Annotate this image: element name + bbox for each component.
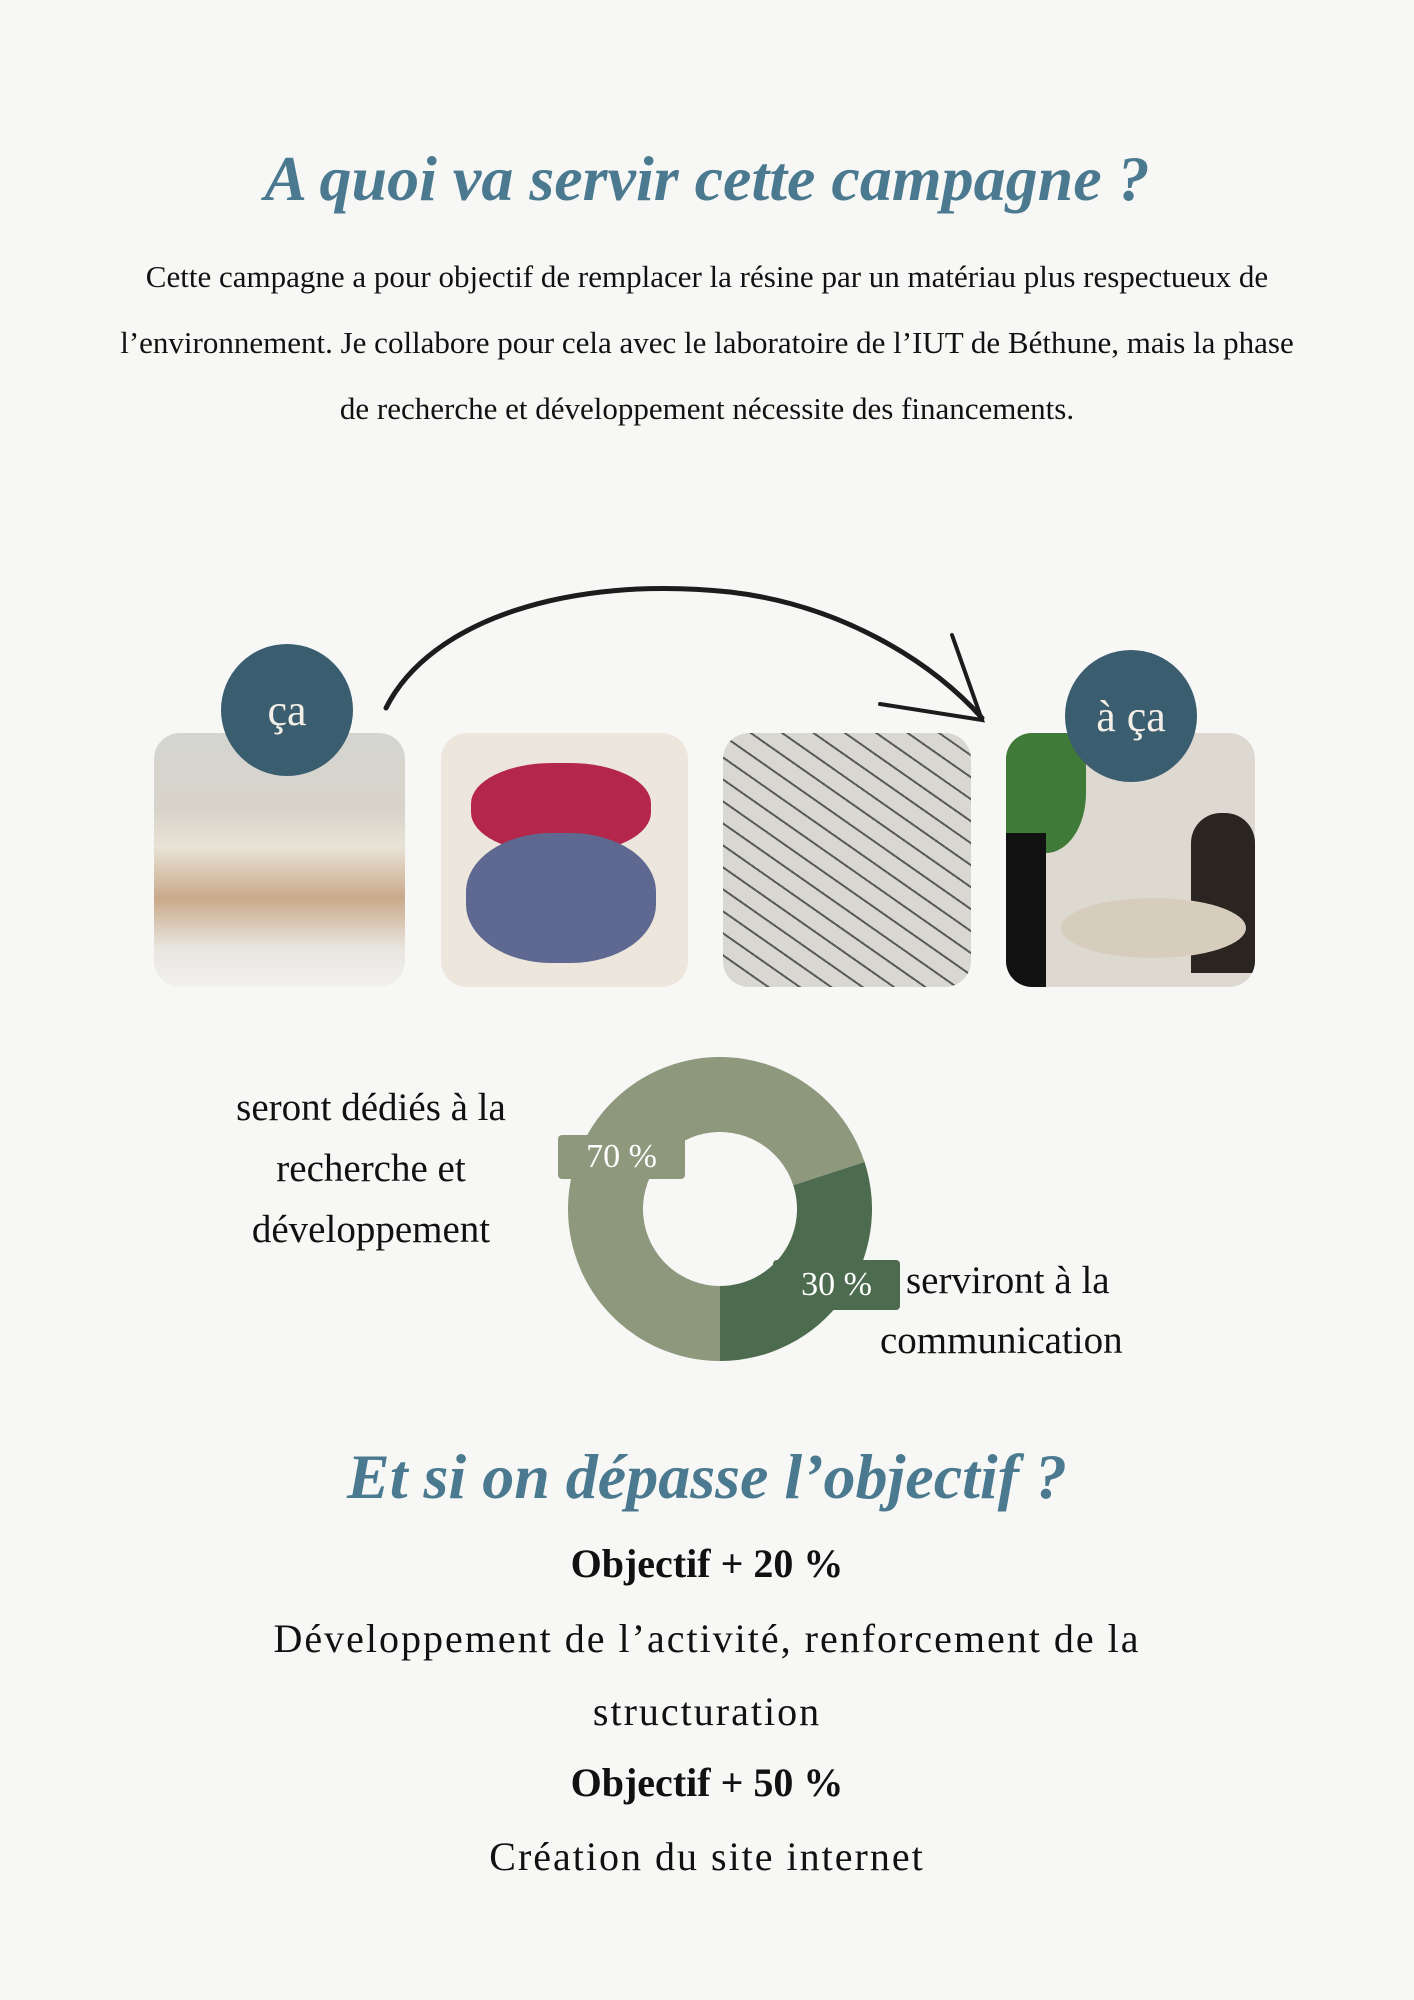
after-badge: à ça xyxy=(1065,650,1197,782)
before-badge: ça xyxy=(221,644,353,776)
section-title-campaign: A quoi va servir cette campagne ? xyxy=(264,143,1150,214)
pct-label-research: 70 % xyxy=(558,1135,685,1179)
section-title-goals: Et si on dépasse l’objectif ? xyxy=(347,1441,1067,1512)
goal-heading-20: Objectif + 20 % xyxy=(570,1541,844,1586)
arrow-icon xyxy=(370,580,1000,730)
label-research: seront dédiés à la recherche et développement xyxy=(236,1086,506,1251)
label-communication-1: serviront à la xyxy=(906,1259,1110,1302)
photo-shredded-fibers xyxy=(441,733,688,987)
goal-heading-50: Objectif + 50 % xyxy=(570,1760,844,1805)
label-communication-2: communication xyxy=(880,1319,1123,1362)
goal-text-20: Développement de l’activité, renforcement de la structuration xyxy=(273,1616,1141,1734)
pct-label-communication: 30 % xyxy=(773,1260,900,1310)
budget-donut-chart xyxy=(560,1049,880,1369)
photo-composite-material xyxy=(723,733,971,987)
campaign-description: Cette campagne a pour objectif de remplacer la résine par un matériau plus respectueux de l’environnement. Je collabore pour cela avec le laboratoire de l’IUT de Béthune, mais la phase de recherche et développement nécessite des financements. xyxy=(120,259,1294,426)
goal-text-50: Création du site internet xyxy=(489,1834,925,1879)
